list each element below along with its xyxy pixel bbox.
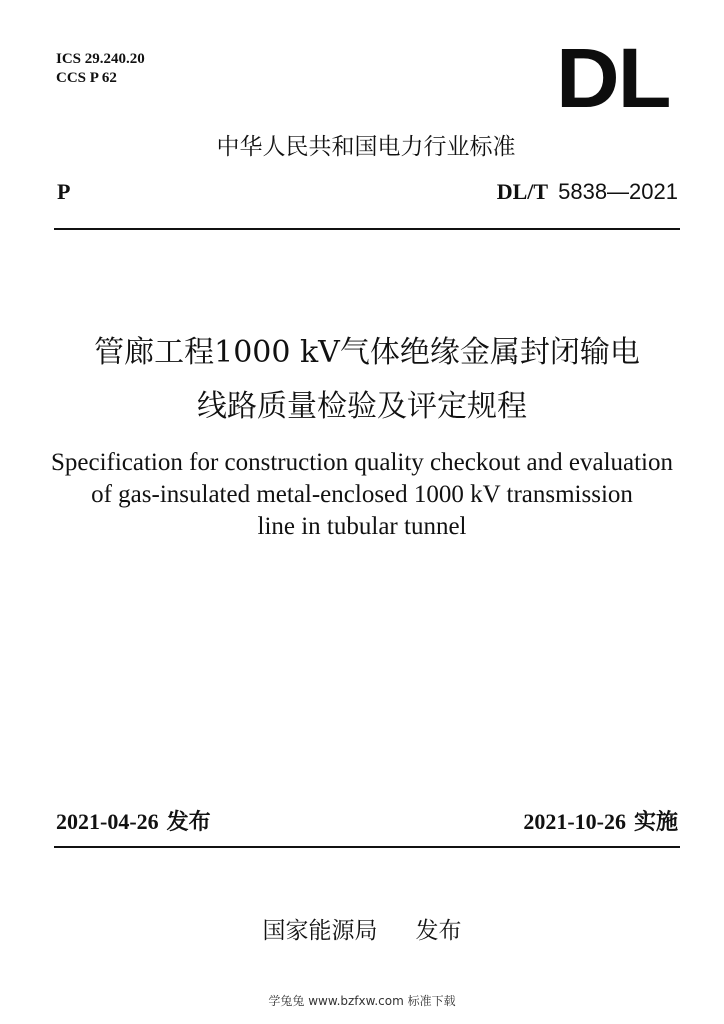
watermark: 学兔兔 www.bzfxw.com 标准下载 — [268, 994, 456, 1008]
publisher-name: 国家能源局 — [262, 918, 378, 944]
chinese-title-line-2: 线路质量检验及评定规程 — [197, 389, 527, 424]
standard-prefix: DL/T — [496, 179, 549, 204]
classification-letter: P — [57, 179, 71, 204]
industry-standard-heading: 中华人民共和国电力行业标准 — [216, 134, 516, 160]
publisher-label: 发布 — [415, 918, 462, 944]
effective-date — [523, 808, 678, 837]
classification-codes — [56, 50, 145, 88]
chinese-title-line-1: 管廊工程1000 kV气体绝缘金属封闭输电 — [94, 335, 640, 370]
standard-number — [497, 179, 678, 206]
effective-date-value: 2021-10-26 — [523, 809, 626, 834]
top-divider — [54, 228, 680, 230]
issue-date-value: 2021-04-26 — [56, 809, 159, 834]
english-title-line-1: Specification for construction quality checkout and evaluation — [50, 449, 674, 476]
dl-logo: DL — [556, 31, 670, 125]
effective-date-label: 实施 — [633, 810, 678, 835]
issue-date-label: 发布 — [166, 810, 211, 835]
english-title-line-3: line in tubular tunnel — [257, 513, 467, 540]
english-title-line-2: of gas-insulated metal-enclosed 1000 kV transmission — [91, 481, 633, 508]
ccs-code: CCS P 62 — [56, 70, 117, 86]
bottom-divider — [54, 846, 680, 848]
standard-code: 5838—2021 — [558, 179, 678, 204]
issue-date — [56, 808, 211, 837]
publisher — [0, 916, 724, 946]
english-title — [0, 447, 724, 543]
ics-code: ICS 29.240.20 — [56, 51, 145, 67]
